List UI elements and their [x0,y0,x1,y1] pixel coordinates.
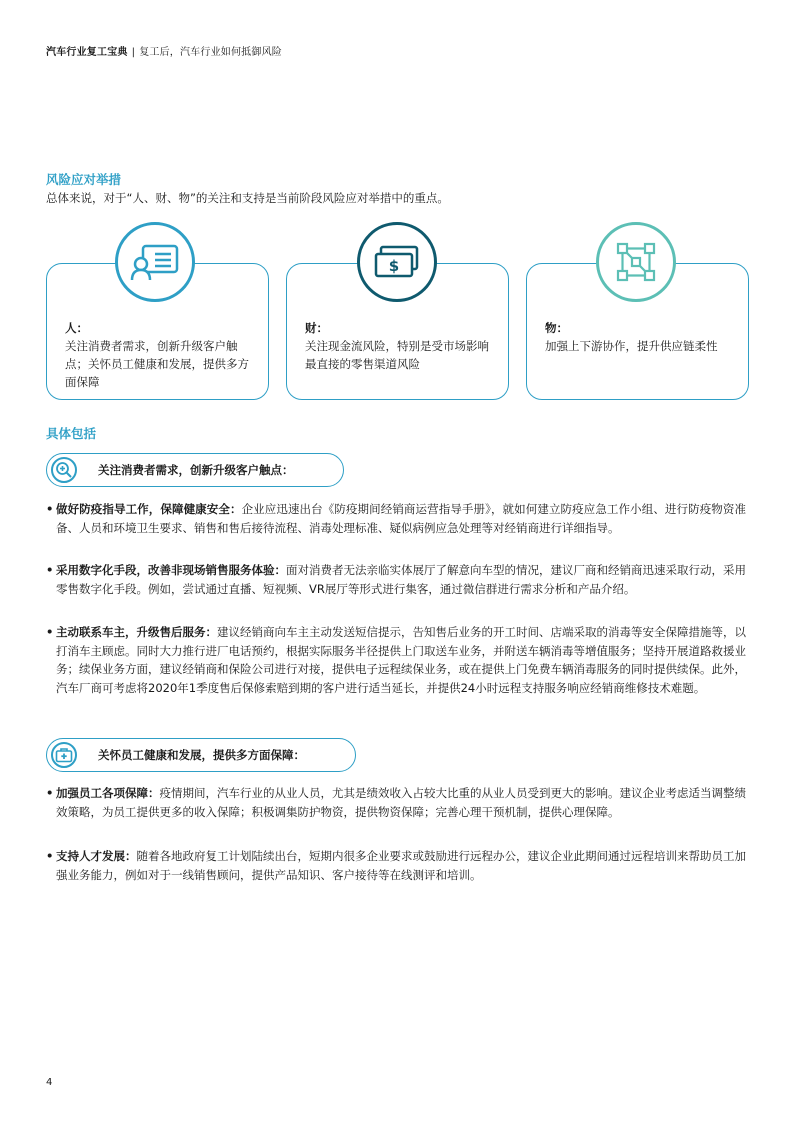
magnifier-plus-icon [51,457,77,483]
bullet-dot: • [46,786,54,800]
money-icon [357,222,437,302]
bullet-text: 企业应迅速出台《防疫期间经销商运营指导手册》，就如何建立防疫应急工作小组、进行防疫物资准备、人员和环境卫生要求、销售和售后接待流程、消毒处理标准、疑似病例应急处理等对经销商进行详细指导。 [56,502,746,535]
list-item [46,784,746,821]
group2-pill [46,738,356,772]
person-document-icon [115,222,195,302]
bullet-dot: • [46,849,54,863]
risk-intro-text: 总体来说，对于“人、财、物”的关注和支持是当前阶段风险应对举措中的重点。 [46,191,449,205]
bullet-dot: • [46,625,54,639]
network-icon [596,222,676,302]
page-number: 4 [46,1077,53,1088]
card-people-title: 人： [65,321,88,335]
bullet-text: 建议经销商向车主主动发送短信提示，告知售后业务的开工时间、店端采取的消毒等安全保障措施等，以打消车主顾虑。同时大力推行进厂电话预约，根据实际服务半径提供上门取送车业务，并附送车辆消毒等增值服务；坚持开展道路救援业务；续保业务方面，建议经销商和保险公司进行对接，提供电子远程续保业务，或在提供上门免费车辆消毒服务的同时提供续保。此外，汽车厂商可考虑将2020年1季度售后保修索赔到期的客户进行适当延长，并提供24小时远程支持服务响应经销商维修技术难题。 [56,625,746,695]
group1-label: 关注消费者需求，创新升级客户触点： [98,463,294,477]
bullet-lead: 加强员工各项保障： [56,786,160,800]
bullet-dot: • [46,502,54,516]
card-finance-text: 关注现金流风险，特别是受市场影响最直接的零售渠道风险 [305,339,489,371]
bullet-lead: 做好防疫指导工作，保障健康安全： [56,502,242,516]
bullet-lead: 采用数字化手段，改善非现场销售服务体验： [56,563,286,577]
list-item [46,500,746,537]
svg-text:$: $ [388,257,400,275]
header-title: 汽车行业复工宝典 [46,47,128,58]
header-subtitle: 复工后，汽车行业如何抵御风险 [139,47,282,58]
specifics-title: 具体包括 [46,426,97,441]
bullet-lead: 支持人才发展： [56,849,137,863]
card-materials-title: 物： [545,321,568,335]
group1-pill [46,453,344,487]
card-finance-title: 财： [305,321,328,335]
card-materials-text: 加强上下游协作，提升供应链柔性 [545,339,718,353]
bullet-text: 随着各地政府复工计划陆续出台，短期内很多企业要求或鼓励进行远程办公，建议企业此期间通过远程培训来帮助员工加强业务能力，例如对于一线销售顾问，提供产品知识、客户接待等在线测评和培训。 [56,849,746,882]
list-item [46,847,746,884]
bullet-text: 面对消费者无法亲临实体展厅了解意向车型的情况，建议厂商和经销商迅速采取行动，采用零售数字化手段。例如，尝试通过直播、短视频、VR展厅等形式进行集客，通过微信群进行需求分析和产品介绍。 [56,563,746,596]
list-item [46,561,746,598]
header-separator: | [131,47,136,58]
group2-label: 关怀员工健康和发展，提供多方面保障： [98,748,305,762]
card-people-text: 关注消费者需求，创新升级客户触点；关怀员工健康和发展，提供多方面保障 [65,339,249,389]
bullet-text: 疫情期间，汽车行业的从业人员，尤其是绩效收入占较大比重的从业人员受到更大的影响。建议企业考虑适当调整绩效策略，为员工提供更多的收入保障；积极调集防护物资，提供物资保障；完善心理干预机制，提供心理保障。 [56,786,746,819]
bullet-dot: • [46,563,54,577]
running-header [46,43,282,58]
list-item [46,623,746,697]
bullet-lead: 主动联系车主，升级售后服务： [56,625,217,639]
medical-kit-icon [51,742,77,768]
risk-section-title: 风险应对举措 [46,172,122,187]
